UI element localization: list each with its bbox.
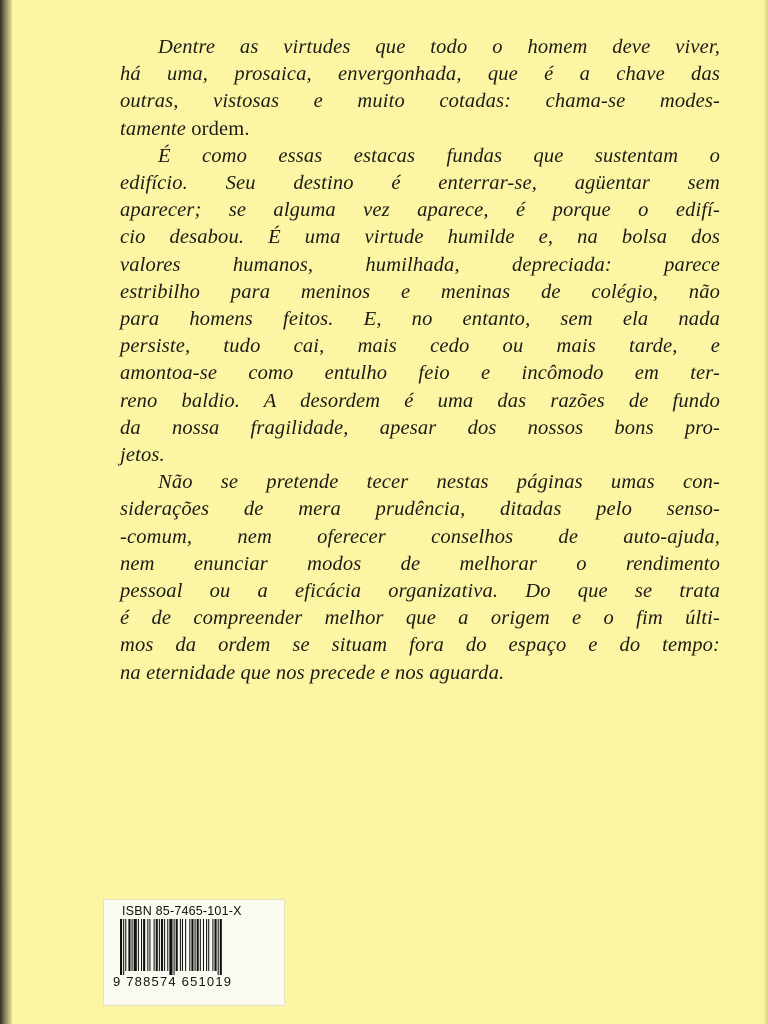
- text-line: Não se pretende tecer nestas páginas umas con-: [158, 471, 720, 494]
- text-line: na eternidade que nos precede e nos aguarda.: [120, 661, 505, 684]
- barcode-bar: [189, 919, 190, 971]
- barcode-bar: [208, 919, 209, 971]
- text-fragment: ordem.: [191, 117, 250, 140]
- barcode-bar: [174, 919, 175, 975]
- text-line: nem enunciar modos de melhorar o rendimento: [120, 552, 720, 575]
- text-line: da nossa fragilidade, apesar dos nossos bons pro-: [120, 416, 720, 439]
- barcode-bar: [200, 919, 201, 971]
- barcode-bar: [138, 919, 139, 971]
- text-line: mos da ordem se situam fora do espaço e do tempo:: [120, 634, 720, 657]
- barcode-bar: [182, 919, 183, 971]
- text-line: edifício. Seu destino é enterrar-se, agüentar sem: [120, 172, 720, 195]
- back-cover-text: [120, 34, 720, 687]
- barcode-bar: [156, 919, 158, 971]
- text-line: pessoal ou a eficácia organizativa. Do que se trata: [120, 580, 720, 603]
- barcode-bar: [134, 919, 137, 971]
- barcode-bar: [164, 919, 165, 971]
- isbn-text: ISBN 85-7465-101-X: [122, 904, 242, 918]
- text-line: jetos.: [120, 444, 165, 467]
- barcode-bar: [132, 919, 133, 971]
- text-line: é de compreender melhor que a origem e o fim últi-: [120, 607, 720, 630]
- barcode-bar: [195, 919, 196, 971]
- barcode-bar: [203, 919, 204, 971]
- text-line: siderações de mera prudência, ditadas pelo senso-: [120, 498, 720, 521]
- barcode-bar: [212, 919, 213, 971]
- text-line: estribilho para meninos e meninas de colégio, não: [120, 280, 720, 303]
- barcode-bar: [185, 919, 186, 971]
- text-line: cio desabou. É uma virtude humilde e, na bolsa dos: [120, 226, 720, 249]
- barcode-bar: [167, 919, 168, 971]
- book-spine-edge: [0, 0, 12, 1024]
- barcode-bar: [147, 919, 148, 971]
- barcode-bar: [197, 919, 199, 971]
- barcode-bar: [159, 919, 160, 971]
- text-line: amontoa-se como entulho feio e incômodo em ter-: [120, 362, 720, 385]
- text-line: É como essas estacas fundas que sustentam o: [158, 144, 720, 167]
- barcode-digits: 9 788574 651019: [113, 974, 233, 989]
- text-line: Dentre as virtudes que todo o homem deve viver,: [158, 36, 720, 58]
- barcode-bar: [128, 919, 130, 971]
- page-right-edge: [764, 0, 768, 1024]
- barcode-bar: [191, 919, 193, 971]
- barcode-bar: [218, 919, 219, 975]
- text-line: -comum, nem oferecer conselhos de auto-ajuda,: [120, 525, 720, 548]
- barcode-bar: [180, 919, 181, 971]
- barcode-bar: [206, 919, 207, 971]
- text-line: há uma, prosaica, envergonhada, que é a chave das: [120, 63, 720, 86]
- text-line: valores humanos, humilhada, depreciada: parece: [120, 253, 720, 276]
- barcode-bar: [154, 919, 155, 971]
- barcode-bar: [169, 919, 172, 975]
- text-line: outras, vistosas e muito cotadas: chama-se modes-: [120, 90, 720, 113]
- barcode-icon: [120, 919, 270, 975]
- barcode-bar: [176, 919, 178, 971]
- barcode-bar: [120, 919, 122, 975]
- barcode-bar: [141, 919, 142, 971]
- text-line: persiste, tudo cai, mais cedo ou mais tarde, e: [120, 335, 720, 358]
- text-line: para homens feitos. E, no entanto, sem ela nada: [120, 308, 720, 331]
- text-line: aparecer; se alguma vez aparece, é porque o edifí-: [120, 199, 720, 222]
- text-line: [120, 116, 720, 143]
- barcode-bar: [215, 919, 217, 971]
- barcode-bar: [220, 919, 222, 975]
- barcode-bar: [161, 919, 163, 971]
- barcode-bar: [123, 919, 124, 975]
- barcode-bar: [149, 919, 150, 971]
- barcode-bar: [125, 919, 126, 971]
- barcode-bar: [143, 919, 145, 971]
- text-fragment: tamente: [120, 117, 192, 140]
- text-line: reno baldio. A desordem é uma das razões de fundo: [120, 389, 720, 412]
